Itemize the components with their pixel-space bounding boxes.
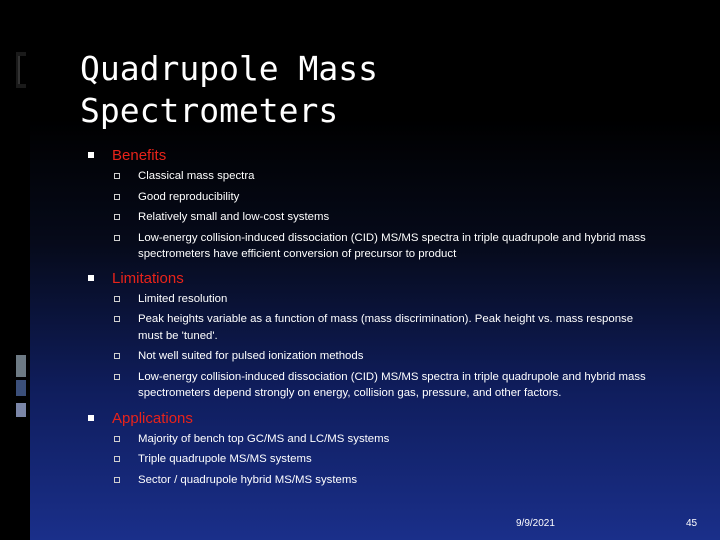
list-item-text: Good reproducibility <box>138 190 240 203</box>
list-item <box>114 431 658 448</box>
hollow-square-bullet-icon <box>114 214 120 220</box>
hollow-square-bullet-icon <box>114 374 120 380</box>
section-benefits <box>88 146 658 263</box>
section-heading-text: Limitations <box>112 269 184 287</box>
accent-bar <box>16 403 26 417</box>
section-limitations <box>88 269 658 402</box>
hollow-square-bullet-icon <box>114 316 120 322</box>
hollow-square-bullet-icon <box>114 173 120 179</box>
section-heading-text: Benefits <box>112 147 167 164</box>
list-item <box>114 311 658 344</box>
square-bullet-icon <box>88 152 94 158</box>
hollow-square-bullet-icon <box>114 194 120 200</box>
section-heading <box>88 146 658 165</box>
section-heading-text: Applications <box>112 409 193 427</box>
square-bullet-icon <box>88 415 94 421</box>
title-line: Quadrupole Mass <box>80 49 379 88</box>
accent-bar <box>18 56 28 84</box>
list-item-text: Classical mass spectra <box>138 170 255 182</box>
footer-date: 9/9/2021 <box>516 518 555 529</box>
list-item <box>114 230 658 263</box>
list-item-text: Not well suited for pulsed ionization methods <box>138 350 364 362</box>
hollow-square-bullet-icon <box>114 436 120 442</box>
list-item-text: Peak heights variable as a function of mass (mass discrimination). Peak height vs. mass response must be 'tuned'. <box>138 313 634 342</box>
list-item <box>114 451 658 468</box>
accent-bar <box>16 380 26 396</box>
square-bullet-icon <box>88 275 94 281</box>
hollow-square-bullet-icon <box>114 353 120 359</box>
hollow-square-bullet-icon <box>114 456 120 462</box>
bullet-list <box>88 291 658 402</box>
slide-title <box>80 48 700 132</box>
list-item-text: Low-energy collision-induced dissociation (CID) MS/MS spectra in triple quadrupole and hybrid mass spectrometers depend strongly on energy, collision gas, pressure, and other factors. <box>138 370 646 399</box>
list-item-text: Relatively small and low-cost systems <box>138 211 330 223</box>
list-item-text: Low-energy collision-induced dissociation (CID) MS/MS spectra in triple quadrupole and hybrid mass spectrometers have efficient conversion of precursor to product <box>138 231 646 260</box>
section-heading <box>88 409 658 428</box>
list-item <box>114 348 658 365</box>
list-item-text: Majority of bench top GC/MS and LC/MS systems <box>138 432 390 445</box>
list-item <box>114 472 658 489</box>
accent-bar <box>16 355 26 377</box>
page-number: 45 <box>686 518 698 529</box>
bullet-list <box>88 431 658 489</box>
list-item <box>114 369 658 402</box>
bullet-list <box>88 168 658 263</box>
list-item <box>114 291 658 308</box>
section-applications <box>88 409 658 489</box>
title-line: Spectrometers <box>80 91 339 130</box>
list-item-text: Sector / quadrupole hybrid MS/MS systems <box>138 473 358 486</box>
slide-content <box>88 146 658 492</box>
list-item-text: Limited resolution <box>138 292 228 305</box>
list-item <box>114 189 658 206</box>
list-item-text: Triple quadrupole MS/MS systems <box>138 453 312 465</box>
hollow-square-bullet-icon <box>114 477 120 483</box>
hollow-square-bullet-icon <box>114 296 120 302</box>
section-heading <box>88 269 658 288</box>
list-item <box>114 209 658 226</box>
hollow-square-bullet-icon <box>114 235 120 241</box>
list-item <box>114 168 658 185</box>
